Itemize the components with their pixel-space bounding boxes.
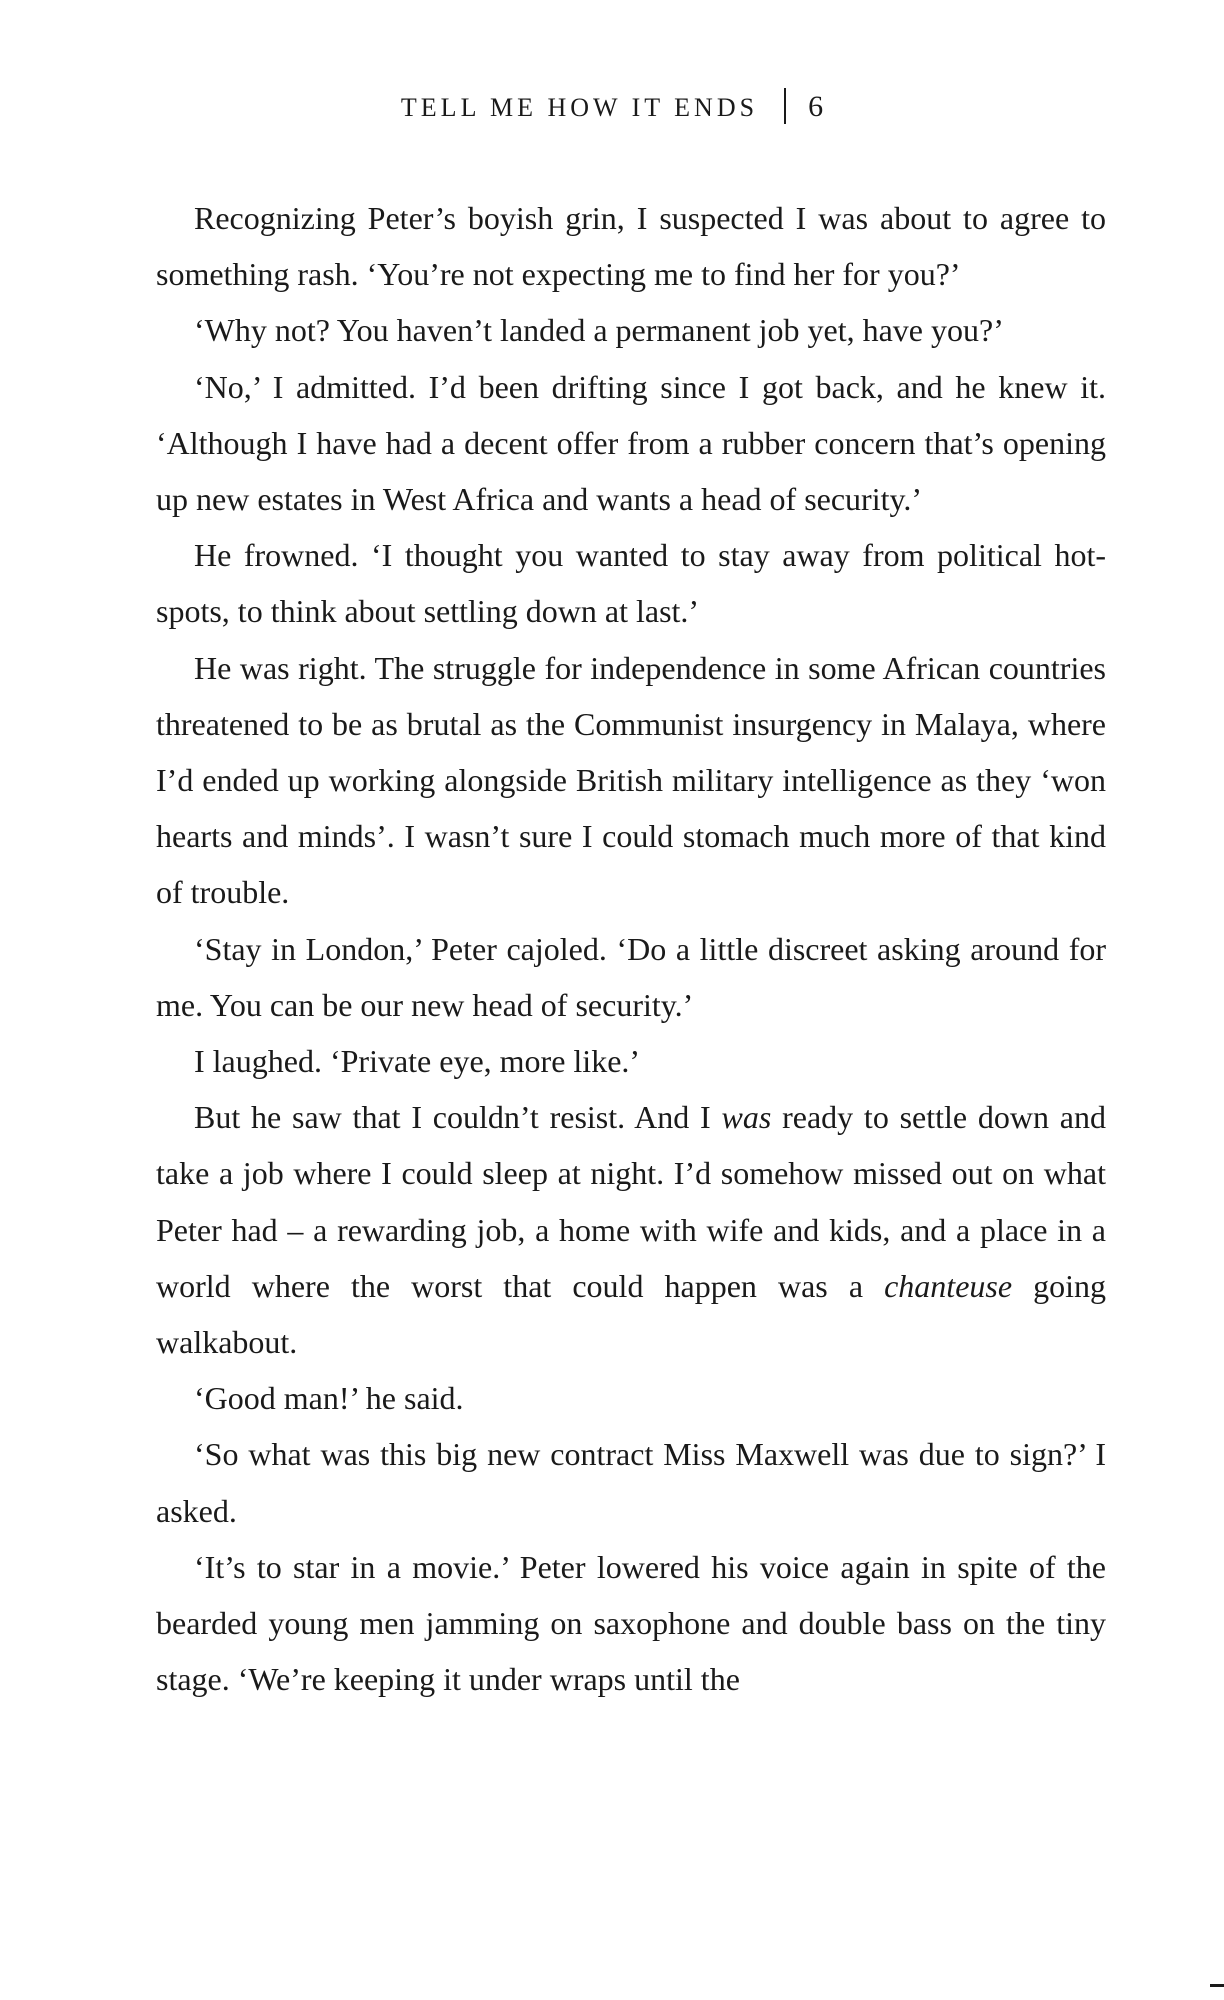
paragraph [156, 302, 1106, 358]
paragraph [156, 1426, 1106, 1538]
italic-emphasis: was [721, 1099, 772, 1136]
paragraph-text: He was right. The struggle for independence in some African countries threatened to be as brutal as the Communist insurgency in Malaya, where I’d ended up working alongside British military intelligence as they ‘won hearts and minds’. I wasn’t sure I could stomach much more of that kind of trouble. [156, 649, 1106, 911]
paragraph-text: ready to settle down and take a job where I could sleep at night. I’d somehow missed out on what Peter had – a rewarding job, a home with wife and kids, and a place in a world where the worst that could happen was a [156, 1099, 1107, 1304]
header-separator [784, 88, 786, 124]
running-title: TELL ME HOW IT ENDS [400, 93, 759, 122]
running-header [0, 88, 1224, 124]
paragraph-text: He frowned. ‘I thought you wanted to stay away from political hot-spots, to think about settling down at last.’ [156, 537, 1106, 630]
paragraph [156, 1089, 1106, 1370]
paragraph-text: Recognizing Peter’s boyish grin, I suspected I was about to agree to something rash. ‘You’re not expecting me to find her for you?’ [156, 200, 1106, 293]
paragraph [156, 1370, 1106, 1426]
paragraph [156, 640, 1106, 921]
page-edge-mark [1210, 1984, 1224, 1987]
paragraph-text: ‘So what was this big new contract Miss Maxwell was due to sign?’ I asked. [156, 1436, 1106, 1529]
paragraph [156, 190, 1106, 302]
paragraph-text: ‘No,’ I admitted. I’d been drifting since I got back, and he knew it. ‘Although I have had a decent offer from a rubber concern that’s opening up new estates in West Africa and wants a head of security.’ [156, 368, 1106, 518]
paragraph [156, 359, 1106, 528]
italic-emphasis: chanteuse [884, 1267, 1013, 1304]
paragraph-text: ‘It’s to star in a movie.’ Peter lowered his voice again in spite of the bearded young men jamming on saxophone and double bass on the tiny stage. ‘We’re keeping it under wraps until the [156, 1548, 1106, 1698]
paragraph-text: I laughed. ‘Private eye, more like.’ [194, 1043, 641, 1080]
page-number: 6 [808, 90, 824, 123]
paragraph-text: ‘Good man!’ he said. [194, 1380, 464, 1417]
paragraph [156, 1539, 1106, 1708]
paragraph [156, 527, 1106, 639]
paragraph-text: ‘Why not? You haven’t landed a permanent job yet, have you?’ [194, 312, 1004, 349]
paragraph-text: going walkabout. [156, 1267, 1107, 1361]
paragraph [156, 1033, 1106, 1089]
paragraph-text: But he saw that I couldn’t resist. And I [194, 1099, 722, 1136]
body-text [156, 190, 1106, 1707]
paragraph [156, 921, 1106, 1033]
paragraph-text: ‘Stay in London,’ Peter cajoled. ‘Do a little discreet asking around for me. You can be our new head of security.’ [156, 930, 1106, 1023]
